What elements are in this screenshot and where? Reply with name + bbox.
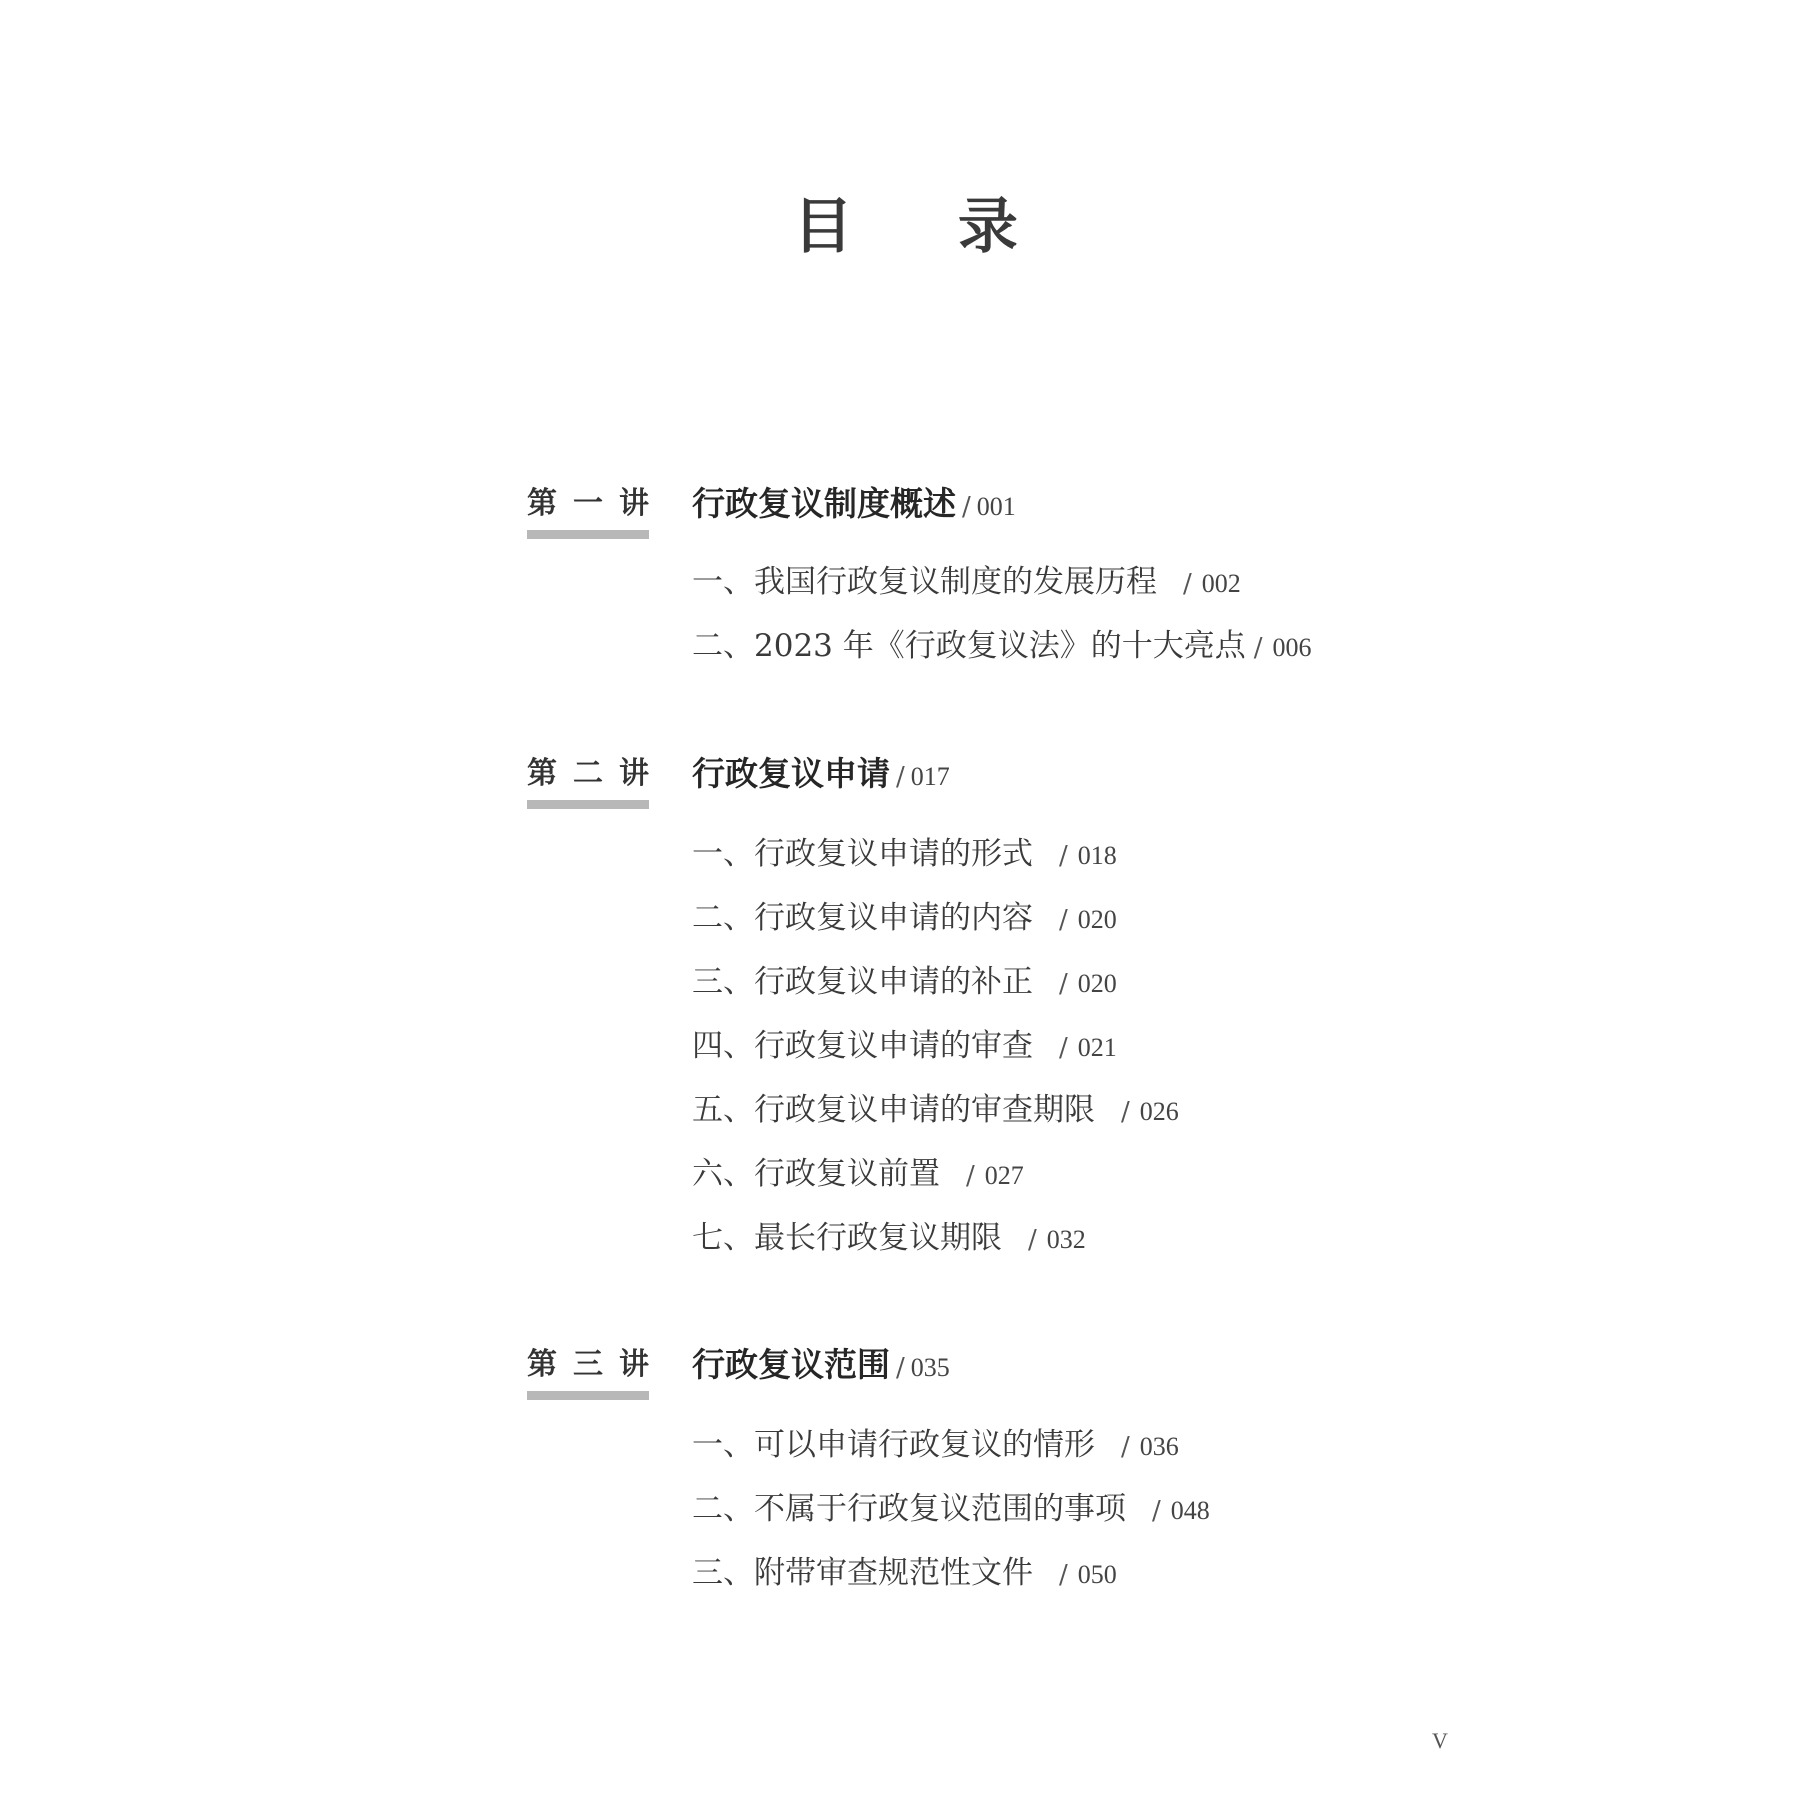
toc-item[interactable] (692, 560, 1241, 606)
page-number: 048 (1170, 1496, 1210, 1525)
toc-item[interactable] (692, 1423, 1179, 1469)
lecture-1 (0, 482, 1811, 542)
toc-item[interactable] (692, 960, 1117, 1006)
page-separator: / (1059, 905, 1068, 935)
page-number: 020 (1077, 969, 1117, 998)
lecture-label-char: 一 (573, 486, 603, 521)
toc-item-text: 三、行政复议申请的补正 (692, 964, 1033, 1000)
toc-item[interactable] (692, 832, 1117, 878)
toc-item-text: 二、行政复议申请的内容 (692, 900, 1033, 936)
page-number: 020 (1077, 905, 1117, 934)
page-separator: / (896, 1353, 905, 1383)
toc-item[interactable] (692, 896, 1117, 942)
toc-item-text: 一、行政复议申请的形式 (692, 836, 1033, 872)
page-number: 018 (1077, 841, 1117, 870)
lecture-title: 行政复议制度概述 (692, 484, 956, 523)
page-separator: / (1059, 841, 1068, 871)
lecture-label-char: 三 (573, 1347, 603, 1382)
toc-item[interactable] (692, 1088, 1179, 1134)
lecture-underline (527, 800, 649, 809)
lecture-underline (527, 1391, 649, 1400)
page-folio: V (1432, 1728, 1448, 1753)
page-separator: / (1059, 969, 1068, 999)
lecture-label-char: 二 (573, 756, 603, 791)
toc-item[interactable] (692, 1024, 1117, 1070)
lecture-title: 行政复议申请 (692, 754, 890, 793)
page-separator: / (1121, 1432, 1130, 1462)
toc-item[interactable] (692, 624, 1312, 670)
page-separator: / (1253, 633, 1263, 663)
page-number: 026 (1139, 1097, 1179, 1126)
toc-item-text: 二、2023 年《行政复议法》的十大亮点 (692, 628, 1246, 664)
toc-item[interactable] (692, 1487, 1210, 1533)
lecture-label-char: 第 (527, 1347, 557, 1382)
lecture-label-char: 讲 (619, 756, 649, 791)
page-title: 目 录 (793, 192, 1060, 262)
toc-item[interactable] (692, 1152, 1024, 1198)
toc-item-text: 四、行政复议申请的审查 (692, 1028, 1033, 1064)
lecture-title-link[interactable] (692, 752, 950, 802)
lecture-label-char: 讲 (619, 486, 649, 521)
toc-item[interactable] (692, 1216, 1086, 1262)
lecture-label (527, 482, 649, 530)
page-separator: / (1152, 1496, 1161, 1526)
page-separator: / (1059, 1033, 1068, 1063)
page-separator: / (1028, 1225, 1037, 1255)
lecture-label-char: 讲 (619, 1347, 649, 1382)
page-separator: / (962, 492, 971, 522)
page-separator: / (1059, 1560, 1068, 1590)
page-separator: / (896, 762, 905, 792)
toc-item-text: 七、最长行政复议期限 (692, 1220, 1002, 1256)
page-number: 050 (1077, 1560, 1117, 1589)
page-separator: / (966, 1161, 975, 1191)
page-number: 006 (1272, 633, 1312, 662)
lecture-label (527, 752, 649, 800)
toc-item-text: 五、行政复议申请的审查期限 (692, 1092, 1095, 1128)
page-number: 021 (1077, 1033, 1117, 1062)
page-separator: / (1183, 569, 1192, 599)
page-number: 035 (910, 1353, 950, 1382)
toc-item-text: 六、行政复议前置 (692, 1156, 940, 1192)
lecture-label-char: 第 (527, 756, 557, 791)
toc-item-text: 二、不属于行政复议范围的事项 (692, 1491, 1126, 1527)
lecture-2 (0, 752, 1811, 812)
page-number: 027 (984, 1161, 1024, 1190)
lecture-label (527, 1343, 649, 1391)
lecture-underline (527, 530, 649, 539)
lecture-3 (0, 1343, 1811, 1403)
page-number: 017 (910, 762, 950, 791)
page-separator: / (1121, 1097, 1130, 1127)
toc-item-text: 一、我国行政复议制度的发展历程 (692, 564, 1157, 600)
page-number: 032 (1046, 1225, 1086, 1254)
lecture-title-link[interactable] (692, 1343, 950, 1393)
lecture-title: 行政复议范围 (692, 1345, 890, 1384)
toc-item[interactable] (692, 1551, 1117, 1597)
toc-item-text: 三、附带审查规范性文件 (692, 1555, 1033, 1591)
toc-item-text: 一、可以申请行政复议的情形 (692, 1427, 1095, 1463)
lecture-title-link[interactable] (692, 482, 1016, 532)
lecture-label-char: 第 (527, 486, 557, 521)
page-number: 002 (1201, 569, 1241, 598)
page-number: 036 (1139, 1432, 1179, 1461)
page-number: 001 (976, 492, 1016, 521)
